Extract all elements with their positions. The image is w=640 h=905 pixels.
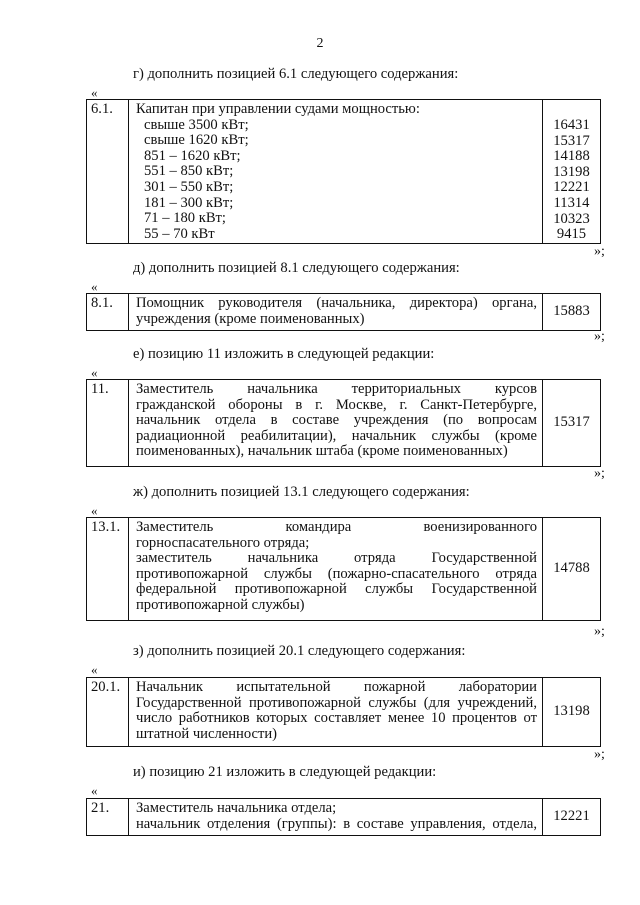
description-line: свыше 1620 кВт; [144, 132, 249, 149]
position-number: 11. [87, 380, 129, 467]
position-number: 20.1. [87, 678, 129, 747]
close-quote: »; [594, 747, 605, 762]
position-description [129, 380, 543, 467]
salary-value: 15883 [543, 294, 601, 331]
description-line: поименованных), начальник штаба (кроме поименованных) [136, 443, 508, 460]
description-line: 181 – 300 кВт; [144, 194, 234, 211]
salary-value: 10323 [553, 210, 590, 227]
salary-value: 15317 [543, 380, 601, 467]
page-number: 2 [316, 36, 324, 51]
close-quote: »; [594, 244, 605, 259]
description-line: заместитель начальника отряда Государственной [136, 550, 537, 567]
description-line: Государственной противопожарной службы (для учреждений, [136, 694, 537, 711]
position-description [129, 678, 543, 747]
position-number: 6.1. [87, 100, 129, 244]
description-line: Заместитель начальника территориальных курсов [136, 381, 537, 397]
salary-value: 13198 [543, 678, 601, 747]
position-table [86, 293, 601, 331]
description-line: противопожарной службы) [136, 596, 305, 613]
open-quote: « [91, 365, 98, 380]
salary-value: 12221 [553, 179, 590, 196]
salary-value: 16431 [553, 117, 590, 133]
description-line: Капитан при управлении судами мощностью: [136, 101, 420, 117]
section-intro: д) дополнить позицией 8.1 следующего содержания: [133, 260, 460, 276]
table-row [87, 799, 601, 836]
table-row [87, 100, 601, 244]
description-line: 851 – 1620 кВт; [144, 147, 241, 164]
description-line: число работников которых составляет менее 10 процентов от [136, 710, 537, 727]
close-quote: »; [594, 466, 605, 481]
table-row [87, 380, 601, 467]
open-quote: « [91, 662, 98, 677]
description-line: 551 – 850 кВт; [144, 163, 234, 180]
description-line: радиационной реабилитации), начальник службы (кроме [136, 427, 537, 444]
description-line: Начальник испытательной пожарной лаборатории [136, 679, 537, 695]
open-quote: « [91, 85, 98, 100]
close-quote: »; [594, 329, 605, 344]
position-table [86, 798, 601, 836]
position-description [129, 799, 543, 836]
description-line: учреждения (кроме поименованных) [136, 310, 365, 327]
position-number: 13.1. [87, 518, 129, 621]
table-row [87, 294, 601, 331]
description-line: штатной численности) [136, 725, 278, 742]
description-line: начальник отделения (группы): в составе управления, отдела, [136, 815, 537, 832]
table-row [87, 518, 601, 621]
position-table [86, 517, 601, 621]
salary-value: 13198 [553, 163, 590, 180]
section-intro: г) дополнить позицией 6.1 следующего содержания: [133, 66, 459, 82]
description-line: 71 – 180 кВт; [144, 210, 226, 227]
open-quote: « [91, 503, 98, 518]
description-line: Заместитель командира военизированного [136, 519, 537, 535]
section-intro: з) дополнить позицией 20.1 следующего содержания: [133, 643, 466, 659]
position-table [86, 379, 601, 467]
table-row [87, 678, 601, 747]
salary-value: 14788 [543, 518, 601, 621]
open-quote: « [91, 783, 98, 798]
description-line: начальник отдела в составе учреждения (по вопросам [136, 412, 537, 429]
position-description [129, 294, 543, 331]
section-intro: ж) дополнить позицией 13.1 следующего содержания: [133, 484, 470, 500]
description-line: 301 – 550 кВт; [144, 178, 234, 195]
salary-value: 15317 [553, 132, 590, 149]
description-line: горноспасательного отряда; [136, 534, 310, 551]
description-line: гражданской обороны в г. Москве, г. Санкт-Петербурге, [136, 396, 537, 413]
open-quote: « [91, 279, 98, 294]
position-number: 21. [87, 799, 129, 836]
description-line: Заместитель начальника отдела; [136, 800, 337, 816]
salary-value: 12221 [543, 799, 601, 836]
salary-value: 9415 [556, 226, 587, 243]
position-table [86, 677, 601, 747]
salary-value: 11314 [553, 194, 590, 211]
position-table [86, 99, 601, 244]
salary-value-list [543, 100, 601, 244]
description-line: 55 – 70 кВт [144, 225, 215, 242]
description-line: противопожарной службы (пожарно-спасательного отряда [136, 565, 537, 582]
description-line: свыше 3500 кВт; [144, 116, 249, 133]
close-quote: »; [594, 624, 605, 639]
section-intro: е) позицию 11 изложить в следующей редакции: [133, 346, 435, 362]
description-line: Помощник руководителя (начальника, директора) органа, [136, 295, 537, 311]
position-description [129, 100, 543, 244]
description-line: федеральной противопожарной службы Государственной [136, 581, 537, 598]
salary-value: 14188 [553, 148, 590, 165]
position-number: 8.1. [87, 294, 129, 331]
section-intro: и) позицию 21 изложить в следующей редакции: [133, 764, 437, 780]
position-description [129, 518, 543, 621]
